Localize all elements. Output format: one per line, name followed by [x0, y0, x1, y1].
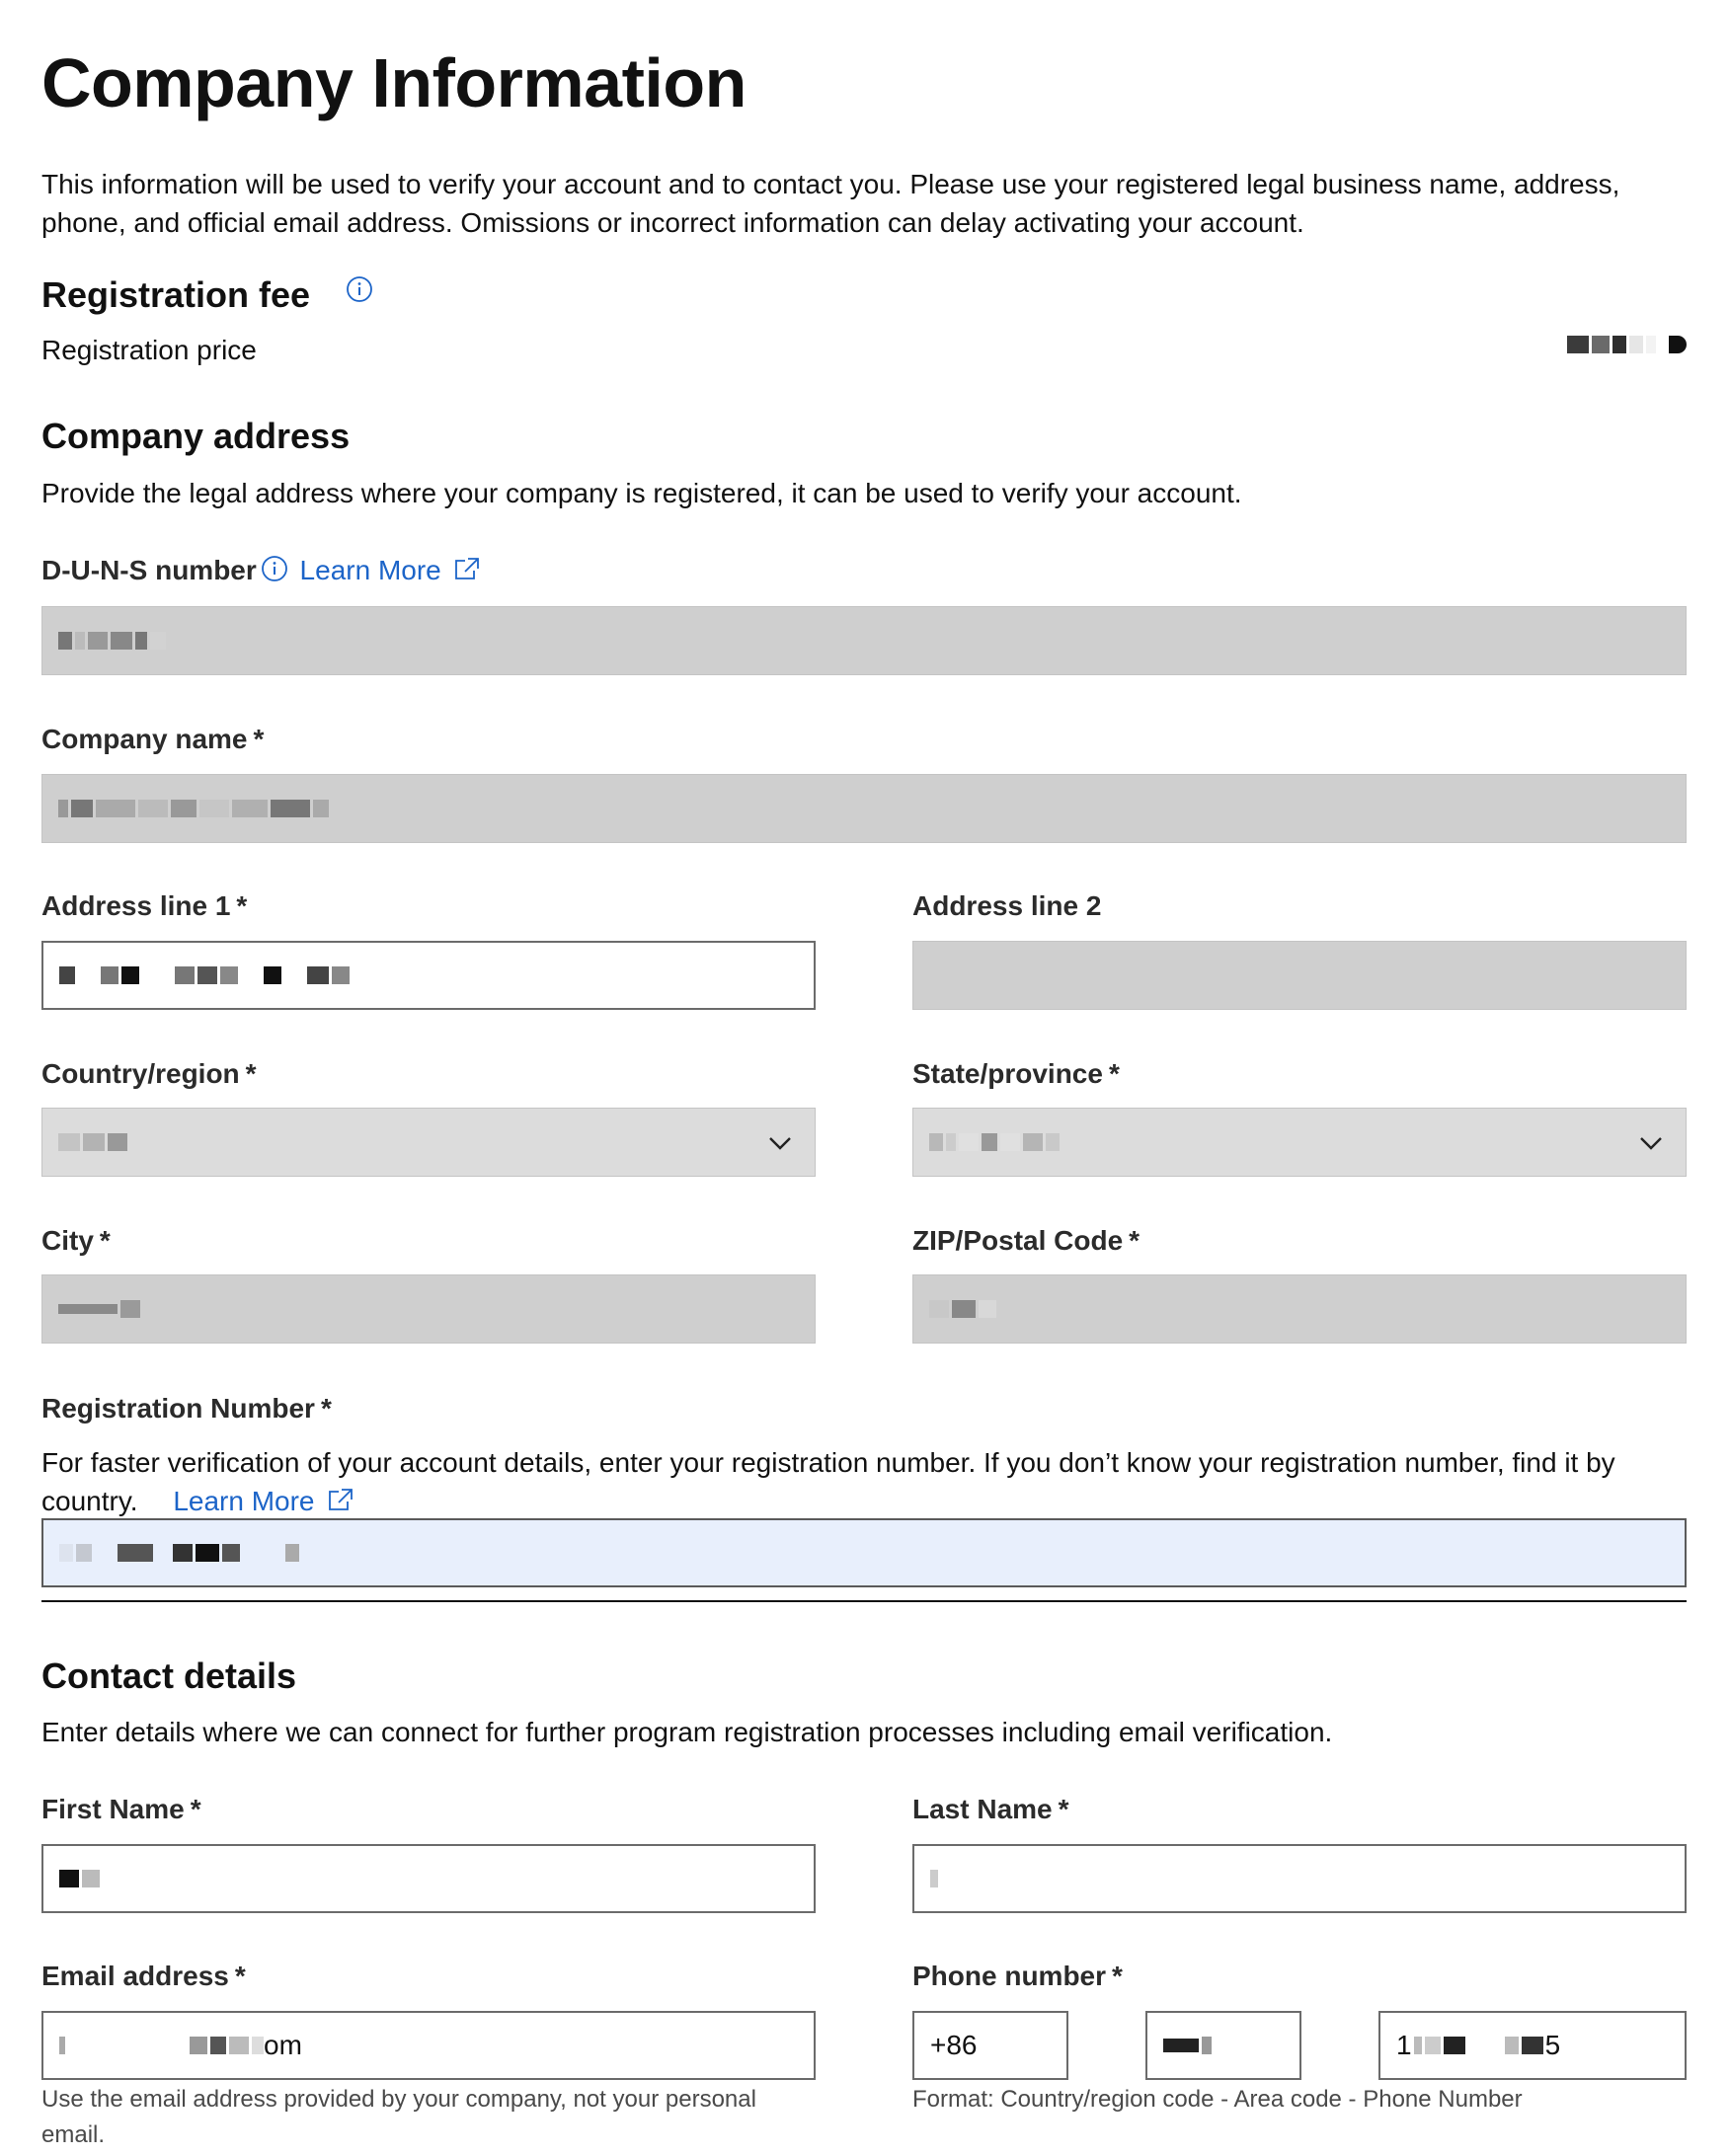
info-icon[interactable] [346, 270, 373, 312]
first-name-value-redacted [59, 1870, 100, 1887]
page-title: Company Information [41, 44, 747, 121]
info-icon[interactable] [261, 555, 288, 589]
required-marker: * [1129, 1225, 1140, 1256]
duns-label-text: D-U-N-S number [41, 555, 257, 585]
first-name-label [41, 1794, 201, 1825]
last-name-label [912, 1794, 1069, 1825]
required-marker: * [320, 1393, 332, 1424]
address-line2-field [912, 941, 1687, 1010]
address-line1-label [41, 890, 247, 922]
phone-number-input[interactable] [1378, 2011, 1687, 2080]
company-name-field [41, 774, 1687, 843]
registration-fee-heading [41, 274, 373, 318]
last-name-input[interactable] [912, 1844, 1687, 1913]
first-name-label-text: First Name [41, 1794, 185, 1824]
contact-details-description: Enter details where we can connect for further program registration processes including email verification. [41, 1717, 1333, 1747]
email-label [41, 1961, 246, 1992]
phone-number-prefix: 1 [1396, 2030, 1412, 2060]
registration-number-help-text: For faster verification of your account details, enter your registration number. If you don’t know your registration number, find it by country. [41, 1447, 1615, 1516]
required-marker: * [190, 1794, 201, 1824]
city-label-text: City [41, 1225, 94, 1256]
registration-price-label: Registration price [41, 335, 257, 365]
required-marker: * [1108, 1058, 1120, 1089]
email-input[interactable] [41, 2011, 816, 2080]
zip-value-redacted [929, 1300, 996, 1318]
zip-postal-label [912, 1225, 1140, 1257]
company-name-label-text: Company name [41, 724, 248, 754]
external-link-icon[interactable] [453, 556, 481, 588]
email-value-visible: om [264, 2030, 302, 2060]
address-line1-label-text: Address line 1 [41, 890, 231, 921]
phone-country-code-input[interactable] [912, 2011, 1068, 2080]
required-marker: * [245, 1058, 257, 1089]
required-marker: * [1112, 1961, 1123, 1991]
registration-fee-heading-text: Registration fee [41, 274, 311, 315]
phone-label-text: Phone number [912, 1961, 1107, 1991]
country-value-redacted [58, 1133, 127, 1151]
first-name-input[interactable] [41, 1844, 816, 1913]
phone-area-code-input[interactable] [1145, 2011, 1301, 2080]
required-marker: * [253, 724, 265, 754]
company-name-label [41, 724, 264, 755]
address-line1-value-redacted [59, 966, 350, 984]
duns-label [41, 555, 481, 589]
state-province-label-text: State/province [912, 1058, 1103, 1089]
duns-learn-more-link[interactable]: Learn More [299, 555, 441, 585]
country-region-label-text: Country/region [41, 1058, 240, 1089]
country-region-label [41, 1058, 257, 1090]
registration-learn-more-link[interactable]: Learn More [173, 1486, 315, 1516]
country-region-select [41, 1108, 816, 1177]
zip-postal-label-text: ZIP/Postal Code [912, 1225, 1124, 1256]
required-marker: * [99, 1225, 111, 1256]
last-name-label-text: Last Name [912, 1794, 1053, 1824]
city-value-redacted [58, 1300, 140, 1318]
registration-number-value-redacted [59, 1544, 299, 1562]
last-name-value-redacted [930, 1870, 938, 1887]
company-address-heading: Company address [41, 416, 351, 456]
registration-price-value-redacted [1567, 336, 1687, 353]
email-hint: Use the email address provided by your company, not your personal email. [41, 2086, 756, 2148]
registration-number-label-text: Registration Number [41, 1393, 315, 1424]
duns-field [41, 606, 1687, 675]
phone-area-code-value-redacted [1163, 2037, 1212, 2054]
address-line2-label: Address line 2 [912, 890, 1102, 921]
state-value-redacted [929, 1133, 1060, 1151]
phone-country-code-value: +86 [930, 2030, 978, 2060]
phone-number-value-redacted [1414, 2037, 1543, 2054]
address-line1-input[interactable] [41, 941, 816, 1010]
external-link-icon[interactable] [327, 1484, 354, 1522]
email-value-redacted [59, 2037, 264, 2054]
required-marker: * [236, 890, 248, 921]
state-province-select [912, 1108, 1687, 1177]
duns-value-redacted [58, 632, 166, 650]
city-field [41, 1274, 816, 1344]
section-divider [41, 1600, 1687, 1602]
intro-text: This information will be used to verify your account and to contact you. Please use your registered legal business name, address, phone, and official email address. Omissions or incorrect information can delay activating your account. [41, 169, 1620, 238]
company-address-description: Provide the legal address where your company is registered, it can be used to verify your account. [41, 478, 1242, 508]
email-label-text: Email address [41, 1961, 229, 1991]
city-label [41, 1225, 111, 1257]
required-marker: * [1058, 1794, 1069, 1824]
contact-details-heading: Contact details [41, 1656, 297, 1696]
state-province-label [912, 1058, 1120, 1090]
registration-number-input[interactable] [41, 1518, 1687, 1587]
registration-number-label [41, 1393, 332, 1424]
phone-label [912, 1961, 1123, 1992]
company-name-value-redacted [58, 800, 329, 817]
registration-number-help [41, 1443, 1687, 1522]
chevron-down-icon [1638, 1130, 1664, 1156]
chevron-down-icon [767, 1130, 793, 1156]
zip-postal-field [912, 1274, 1687, 1344]
phone-hint: Format: Country/region code - Area code - Phone Number [912, 2086, 1523, 2113]
phone-number-suffix: 5 [1544, 2030, 1561, 2060]
required-marker: * [234, 1961, 246, 1991]
